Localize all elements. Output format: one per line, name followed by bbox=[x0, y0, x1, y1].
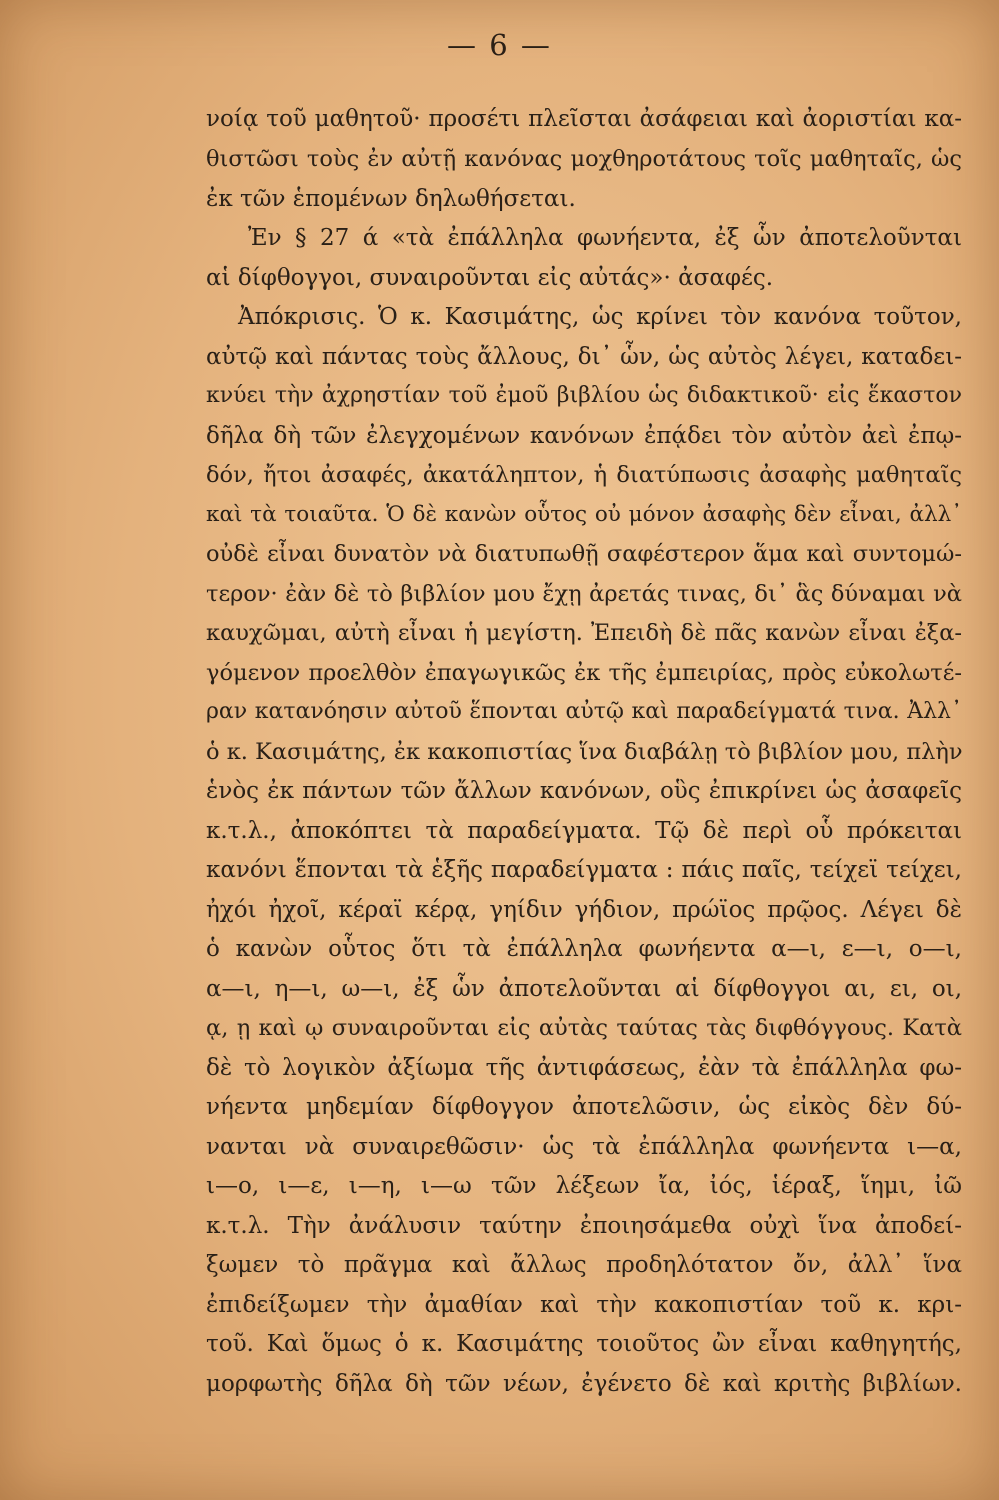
text-line: κ.τ.λ. Τὴν ἀνάλυσιν ταύτην ἐποιησάμεθα οὐχὶ ἵνα ἀποδεί- bbox=[206, 1213, 962, 1239]
text-line: ξωμεν τὸ πρᾶγμα καὶ ἄλλως προδηλότατον ὄν, ἀλλ᾽ ἵνα bbox=[206, 1252, 962, 1278]
text-line: καὶ τὰ τοιαῦτα. Ὁ δὲ κανὼν οὗτος οὐ μόνον ἀσαφὴς δὲν εἶναι, ἀλλ᾽ bbox=[206, 502, 962, 527]
text-line: ἑνὸς ἐκ πάντων τῶν ἄλλων κανόνων, οὓς ἐπικρίνει ὡς ἀσαφεῖς bbox=[206, 778, 962, 804]
text-line: αὐτῷ καὶ πάντας τοὺς ἄλλους, δι᾽ ὧν, ὡς αὐτὸς λέγει, καταδει- bbox=[206, 344, 962, 370]
text-line: δόν, ἤτοι ἀσαφές, ἀκατάληπτον, ἡ διατύπωσις ἀσαφὴς μαθηταῖς bbox=[206, 462, 962, 488]
text-line: μορφωτὴς δῆλα δὴ τῶν νέων, ἐγένετο δὲ καὶ κριτὴς βιβλίων. bbox=[206, 1371, 962, 1397]
text-line: τοῦ. Καὶ ὅμως ὁ κ. Κασιμάτης τοιοῦτος ὢν εἶναι καθηγητής, bbox=[206, 1331, 962, 1357]
text-line: νανται νὰ συναιρεθῶσιν· ὡς τὰ ἐπάλληλα φωνήεντα ι—α, bbox=[206, 1134, 962, 1160]
text-line: ἠχόι ἠχοῖ, κέραϊ κέρᾳ, γηίδιν γήδιον, πρώϊος πρῷος. Λέγει δὲ bbox=[206, 897, 962, 923]
text-line: νήεντα μηδεμίαν δίφθογγον ἀποτελῶσιν, ὡς εἰκὸς δὲν δύ- bbox=[206, 1094, 962, 1120]
text-line: δῆλα δὴ τῶν ἐλεγχομένων κανόνων ἐπᾴδει τὸν αὐτὸν ἀεὶ ἐπῳ- bbox=[206, 423, 962, 449]
text-line: ἐκ τῶν ἑπομένων δηλωθήσεται. bbox=[206, 186, 576, 212]
text-line: ἐπιδείξωμεν τὴν ἀμαθίαν καὶ τὴν κακοπιστίαν τοῦ κ. κρι- bbox=[206, 1292, 962, 1318]
text-line: κνύει τὴν ἀχρηστίαν τοῦ ἐμοῦ βιβλίου ὡς διδακτικοῦ· εἰς ἕκαστον bbox=[206, 383, 962, 408]
text-line: τερον· ἐὰν δὲ τὸ βιβλίον μου ἔχῃ ἀρετάς τινας, δι᾽ ἃς δύναμαι νὰ bbox=[206, 581, 962, 607]
text-line: α—ι, η—ι, ω—ι, ἐξ ὧν ἀποτελοῦνται αἱ δίφθογγοι αι, ει, οι, bbox=[206, 976, 962, 1002]
text-line: κανόνι ἕπονται τὰ ἑξῆς παραδείγματα : πάις παῖς, τείχεϊ τείχει, bbox=[206, 857, 962, 883]
text-line: ᾳ, ῃ καὶ ῳ συναιροῦνται εἰς αὐτὰς ταύτας τὰς διφθόγγους. Κατὰ bbox=[206, 1015, 962, 1041]
text-line: αἱ δίφθογγοι, συναιροῦνται εἰς αὐτάς»· ἀσαφές. bbox=[206, 265, 774, 291]
text-line: δὲ τὸ λογικὸν ἀξίωμα τῆς ἀντιφάσεως, ἐὰν τὰ ἐπάλληλα φω- bbox=[206, 1055, 962, 1081]
text-line: καυχῶμαι, αὐτὴ εἶναι ἡ μεγίστη. Ἐπειδὴ δὲ πᾶς κανὼν εἶναι ἐξα- bbox=[206, 620, 962, 646]
text-line: ραν κατανόησιν αὐτοῦ ἕπονται αὐτῷ καὶ παραδείγματά τινα. Ἀλλ᾽ bbox=[206, 699, 962, 724]
text-line: κ.τ.λ., ἀποκόπτει τὰ παραδείγματα. Τῷ δὲ περὶ οὗ πρόκειται bbox=[206, 818, 962, 844]
text-line: ι—ο, ι—ε, ι—η, ι—ω τῶν λέξεων ἴα, ἰός, ἱέραξ, ἵημι, ἰῶ bbox=[206, 1173, 962, 1199]
text-line: ὁ κ. Κασιμάτης, ἐκ κακοπιστίας ἵνα διαβάλῃ τὸ βιβλίον μου, πλὴν bbox=[206, 739, 963, 765]
text-line: θιστῶσι τοὺς ἐν αὐτῇ κανόνας μοχθηροτάτους τοῖς μαθηταῖς, ὡς bbox=[206, 146, 962, 172]
page-number: — 6 — bbox=[447, 28, 552, 62]
text-line: Ἐν § 27 ά «τὰ ἐπάλληλα φωνήεντα, ἐξ ὧν ἀποτελοῦνται bbox=[248, 225, 962, 251]
text-line: νοίᾳ τοῦ μαθητοῦ· προσέτι πλεῖσται ἀσάφειαι καὶ ἀοριστίαι κα- bbox=[206, 106, 962, 132]
text-line: ὁ κανὼν οὗτος ὅτι τὰ ἐπάλληλα φωνήεντα α—ι, ε—ι, ο—ι, bbox=[206, 936, 962, 962]
text-line: οὐδὲ εἶναι δυνατὸν νὰ διατυπωθῇ σαφέστερον ἅμα καὶ συντομώ- bbox=[206, 541, 962, 567]
text-line: Ἀπόκρισις. Ὁ κ. Κασιμάτης, ὡς κρίνει τὸν κανόνα τοῦτον, bbox=[238, 304, 962, 330]
text-line: γόμενον προελθὸν ἐπαγωγικῶς ἐκ τῆς ἐμπειρίας, πρὸς εὐκολωτέ- bbox=[206, 660, 962, 686]
